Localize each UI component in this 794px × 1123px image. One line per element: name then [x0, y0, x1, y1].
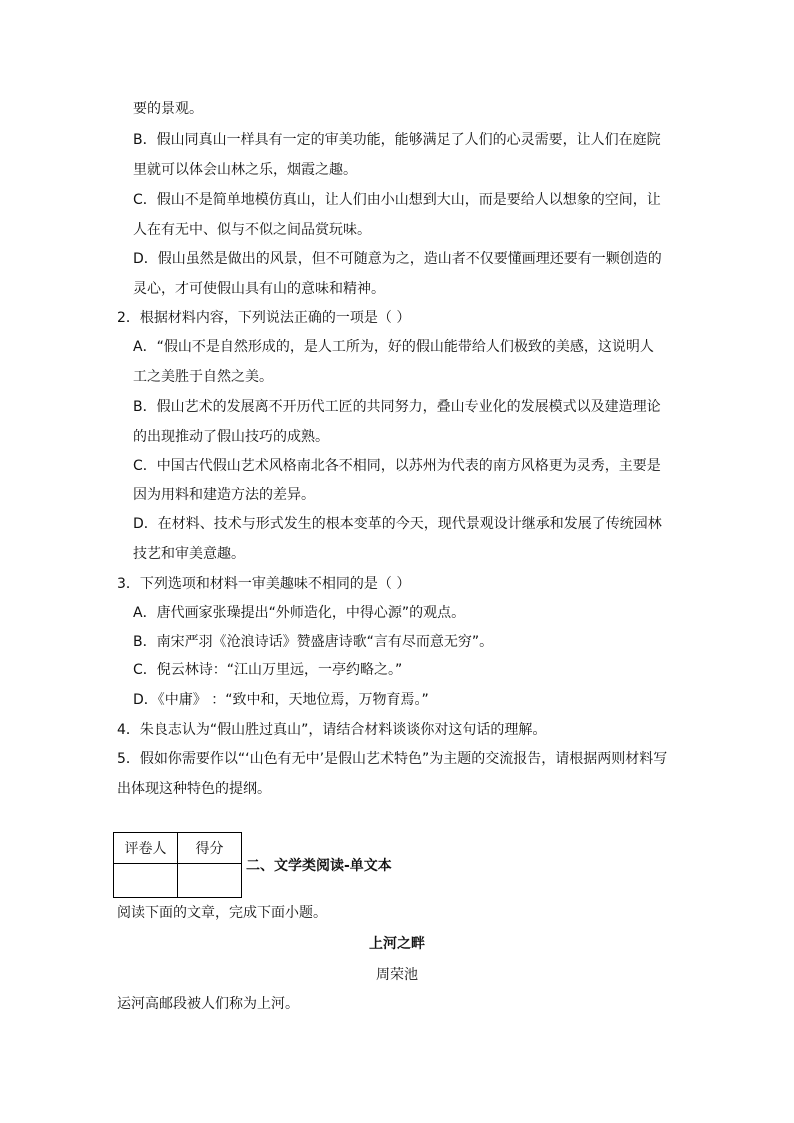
- reading-instruction: 阅读下面的文章，完成下面小题。: [117, 905, 327, 921]
- q3-option-a: A．唐代画家张璪提出“外师造化，中得心源”的观点。: [133, 605, 466, 621]
- score-label: 得分: [178, 833, 242, 864]
- option-a-continuation: 要的景观。: [133, 101, 203, 117]
- grader-label: 评卷人: [114, 833, 178, 864]
- article-title: 上河之畔: [369, 936, 425, 952]
- q1-option-c-continuation: 人在有无中、似与不似之间品赏玩味。: [133, 222, 371, 238]
- grader-table: [113, 832, 242, 898]
- question-5: 5．假如你需要作以“‘山色有无中’是假山艺术特色”为主题的交流报告，请根据两则材料写: [117, 751, 668, 767]
- q3-option-b: B．南宋严羽《沧浪诗话》赞盛唐诗歌“言有尽而意无穷”。: [133, 634, 494, 650]
- article-first-paragraph: 运河高邮段被人们称为上河。: [117, 996, 299, 1012]
- q2-option-d-continuation: 技艺和审美意趣。: [133, 546, 245, 562]
- q2-option-a: A．“假山不是自然形成的，是人工所为，好的假山能带给人们极致的美感，这说明人: [133, 339, 654, 355]
- q2-option-a-continuation: 工之美胜于自然之美。: [133, 369, 273, 385]
- section-heading: 二、文学类阅读-单文本: [246, 858, 392, 874]
- q2-option-d: D．在材料、技术与形式发生的根本变革的今天，现代景观设计继承和发展了传统园林: [133, 516, 662, 532]
- article-author: 周荣池: [376, 967, 418, 983]
- q1-option-b: B．假山同真山一样具有一定的审美功能，能够满足了人们的心灵需要，让人们在庭院: [133, 132, 661, 148]
- q1-option-b-continuation: 里就可以体会山林之乐，烟霞之趣。: [133, 162, 357, 178]
- grader-cell: [114, 864, 178, 898]
- q1-option-d: D．假山虽然是做出的风景，但不可随意为之，造山者不仅要懂画理还要有一颗创造的: [133, 251, 662, 267]
- question-3: 3．下列选项和材料一审美趣味不相同的是（ ）: [117, 576, 411, 592]
- q2-option-c: C．中国古代假山艺术风格南北各不相同，以苏州为代表的南方风格更为灵秀，主要是: [133, 458, 661, 474]
- question-2: 2．根据材料内容，下列说法正确的一项是（ ）: [117, 310, 411, 326]
- score-cell: [178, 864, 242, 898]
- question-5-continuation: 出体现这种特色的提纲。: [117, 781, 271, 797]
- q2-option-b: B．假山艺术的发展离不开历代工匠的共同努力，叠山专业化的发展模式以及建造理论: [133, 399, 661, 415]
- q2-option-c-continuation: 因为用料和建造方法的差异。: [133, 487, 315, 503]
- q3-option-c: C．倪云林诗：“江山万里远，一亭约略之。”: [133, 662, 403, 678]
- question-4: 4．朱良志认为“假山胜过真山”，请结合材料谈谈你对这句话的理解。: [117, 722, 547, 738]
- q1-option-c: C．假山不是简单地模仿真山，让人们由小山想到大山，而是要给人以想象的空间，让: [133, 192, 661, 208]
- q3-option-d: D．《中庸》 ：“致中和，天地位焉，万物育焉。”: [133, 692, 429, 708]
- q1-option-d-continuation: 灵心，才可使假山具有山的意味和精神。: [133, 281, 385, 297]
- q2-option-b-continuation: 的出现推动了假山技巧的成熟。: [133, 429, 329, 445]
